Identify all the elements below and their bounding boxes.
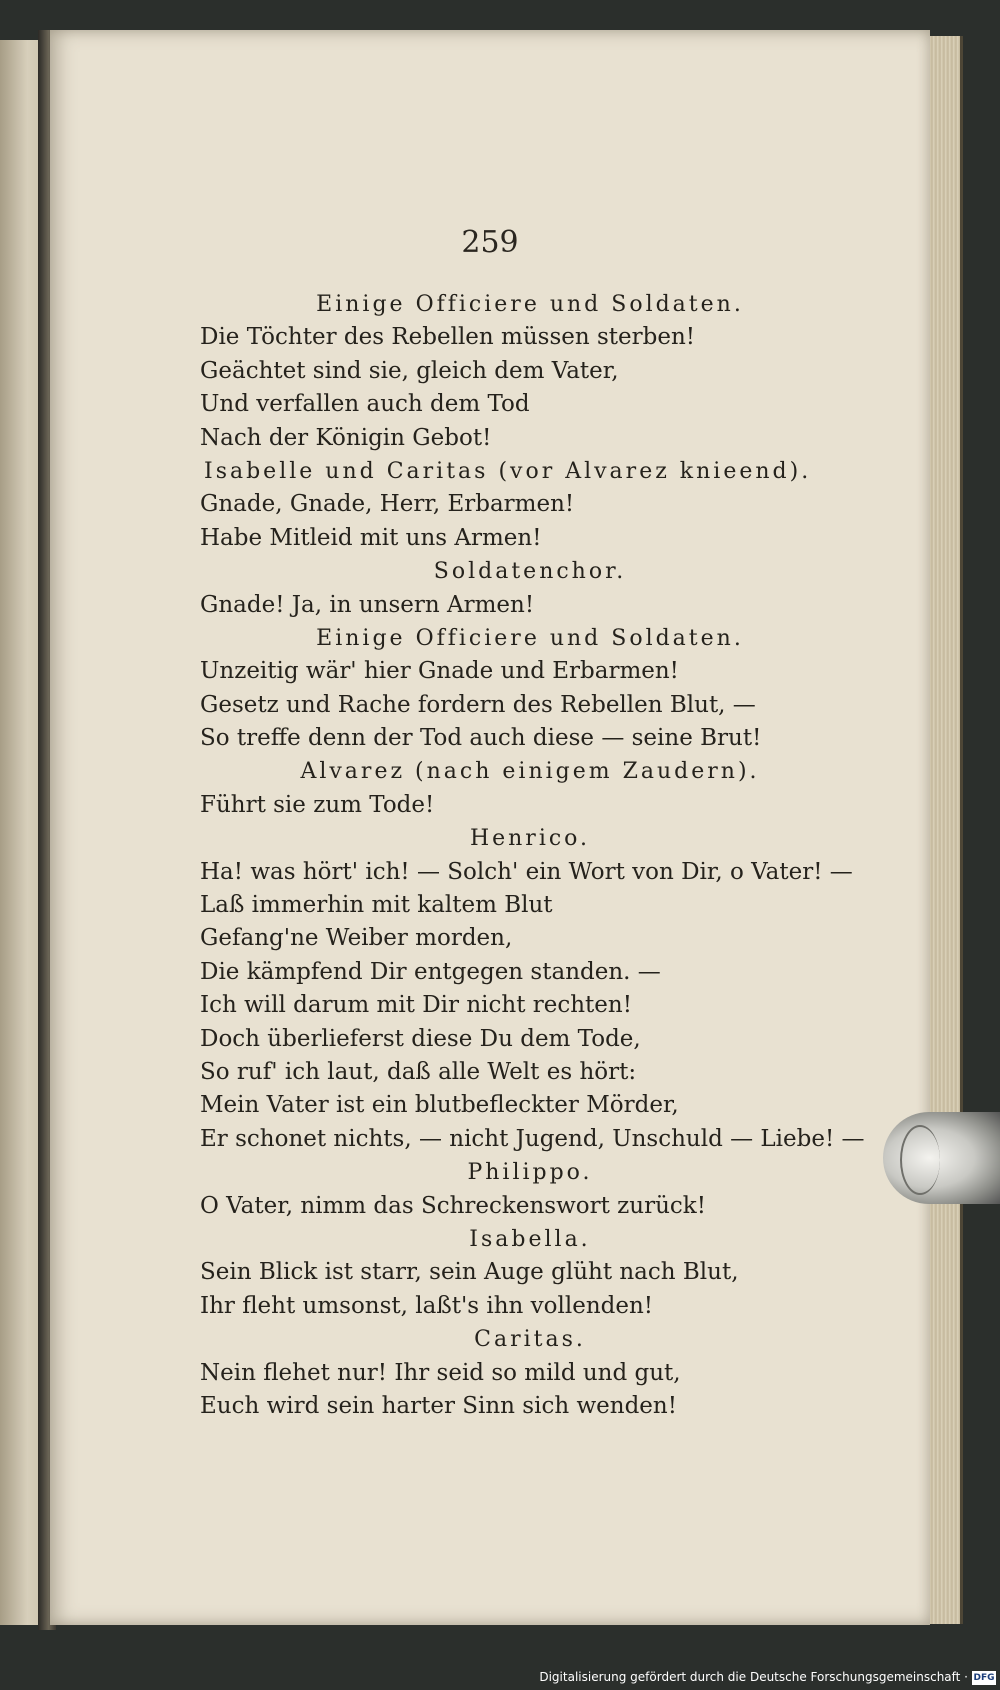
verse-line: Nach der Königin Gebot! (200, 424, 492, 451)
speaker-heading: Soldatenchor. (433, 559, 627, 585)
verse-line: Führt sie zum Tode! (200, 791, 435, 818)
verse-line: Unzeitig wär' hier Gnade und Erbarmen! (200, 658, 679, 685)
speaker-heading: Isabella. (469, 1226, 591, 1252)
verse-line: So treffe denn der Tod auch diese — seine Brut! (200, 725, 762, 752)
speaker-heading: Einige Officiere und Soldaten. (316, 625, 744, 651)
page-number: 259 (461, 225, 519, 260)
text-block (200, 288, 900, 1423)
verse-line: Sein Blick ist starr, sein Auge glüht nach Blut, (200, 1259, 739, 1286)
speaker-heading: Henrico. (469, 826, 591, 852)
verse-line: Mein Vater ist ein blutbefleckter Mörder, (200, 1092, 679, 1119)
verse-line: Ihr fleht umsonst, laßt's ihn vollenden! (200, 1292, 654, 1319)
verse-line: Nein flehet nur! Ihr seid so mild und gut, (200, 1359, 681, 1386)
verse-line: So ruf' ich laut, daß alle Welt es hört: (200, 1058, 637, 1085)
verse-line: Laß immerhin mit kaltem Blut (200, 892, 553, 919)
book-page (50, 30, 930, 1625)
page-fore-edge (930, 36, 963, 1624)
speaker-heading: Einige Officiere und Soldaten. (316, 292, 744, 317)
verse-line: O Vater, nimm das Schreckenswort zurück! (200, 1192, 706, 1219)
verse-line: Doch überlieferst diese Du dem Tode, (200, 1025, 641, 1052)
speaker-heading: Alvarez (nach einigem Zaudern). (300, 759, 760, 785)
speaker-heading: Isabelle und Caritas (vor Alvarez knieend). (204, 458, 812, 484)
verse-line: Ich will darum mit Dir nicht rechten! (200, 992, 632, 1019)
verse-line: Geächtet sind sie, gleich dem Vater, (200, 357, 619, 384)
speaker-heading: Caritas. (474, 1327, 586, 1353)
verse-line: Die kämpfend Dir entgegen standen. — (200, 958, 661, 985)
verse-line: Die Töchter des Rebellen müssen sterben! (200, 324, 696, 351)
verse-line: Gnade, Gnade, Herr, Erbarmen! (200, 491, 575, 518)
verse-line: Ha! was hört' ich! — Solch' ein Wort von Dir, o Vater! — (200, 858, 853, 885)
verse-line: Er schonet nichts, — nicht Jugend, Unschuld — Liebe! — (200, 1125, 865, 1152)
speaker-heading: Philippo. (467, 1160, 593, 1186)
funding-credit: Digitalisierung gefördert durch die Deutsche Forschungsgemeinschaft · (539, 1670, 968, 1684)
verse-line: Euch wird sein harter Sinn sich wenden! (200, 1392, 677, 1419)
verse-line: Und verfallen auch dem Tod (200, 391, 530, 418)
page-clip-notch (900, 1125, 940, 1195)
verse-line: Gesetz und Rache fordern des Rebellen Blut, — (200, 691, 756, 718)
verse-line: Gefang'ne Weiber morden, (200, 925, 513, 952)
verse-line: Gnade! Ja, in unsern Armen! (200, 591, 535, 618)
dfg-logo: DFG (973, 1673, 995, 1683)
verse-line: Habe Mitleid mit uns Armen! (200, 524, 542, 551)
